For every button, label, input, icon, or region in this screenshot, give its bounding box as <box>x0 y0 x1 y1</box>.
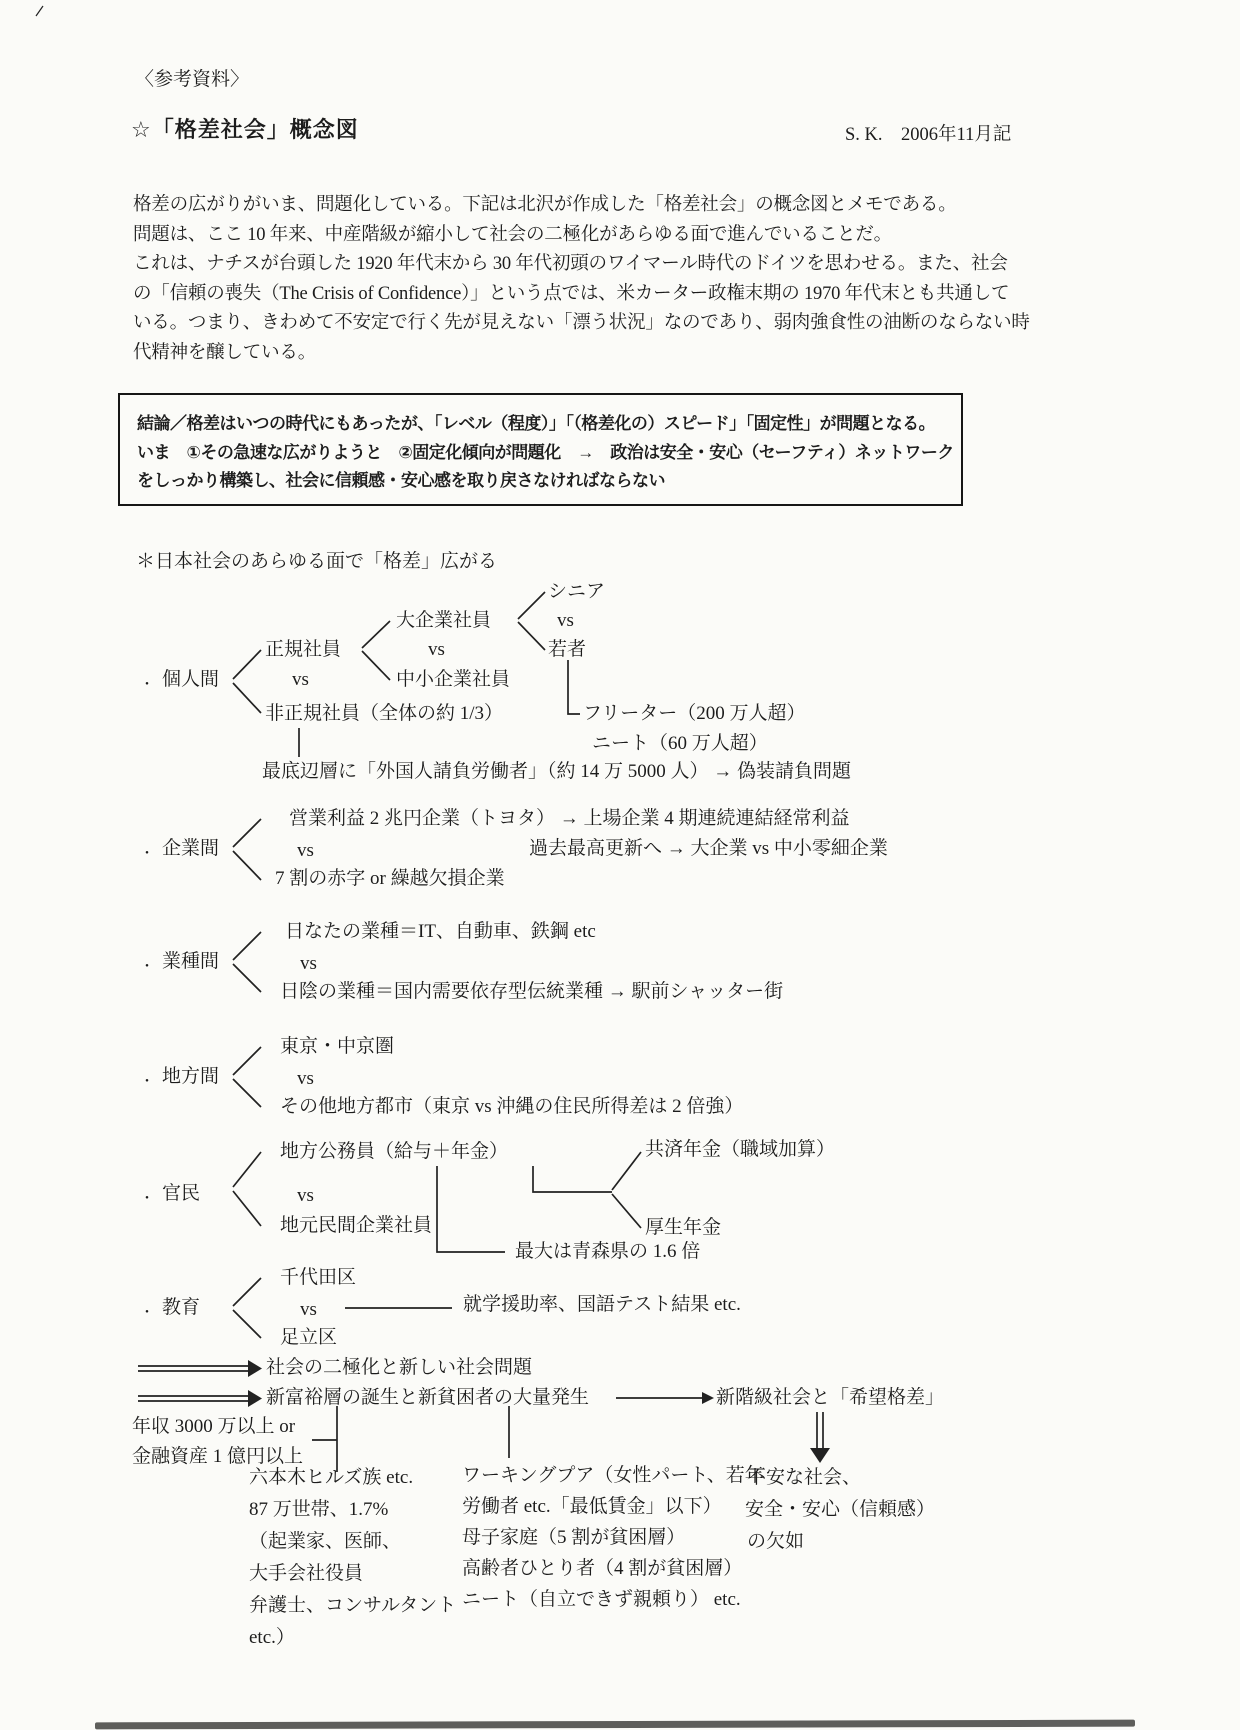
pension-branch-lines <box>612 1152 641 1228</box>
corporate-branch-lines <box>233 819 261 880</box>
aomori-connector-line <box>437 1166 505 1252</box>
label-non-regular: 非正規社員（全体の約 1/3） <box>265 703 504 724</box>
reference-note: 〈参考資料〉 <box>135 69 250 90</box>
conclusion-line: いま ①その急速な広がりようと ②固定化傾向が問題化 → 政治は安全・安心（セーフティ）ネットワーク <box>137 442 954 462</box>
conclusion-line: をしっかり構築し、社会に信頼感・安心感を取り戻さなければならない <box>137 471 665 490</box>
category-education: 教育 <box>162 1297 201 1318</box>
intro-line: いる。つまり、きわめて不安定で行く先が見えない「漂う状況」なのであり、弱肉強食性の油断のならない時 <box>133 313 1030 333</box>
anxiety-arrow-head <box>810 1448 830 1463</box>
label-regular-employee: 正規社員 <box>265 639 342 660</box>
sector-branch-lines <box>233 932 261 992</box>
bullet-sector: ・ <box>140 960 154 975</box>
new-class-arrow-head <box>702 1392 714 1404</box>
label-mutual-pension: 共済年金（職域加算） <box>645 1139 836 1160</box>
label-sunny-sectors: 日なたの業種＝IT、自動車、鉄鋼 etc <box>285 921 596 942</box>
vs-regional: vs <box>297 1068 314 1089</box>
rich-column-line: etc.） <box>249 1627 295 1648</box>
label-new-rich-poor: 新富裕層の誕生と新貧困者の大量発生 <box>266 1387 590 1408</box>
label-deficit-firms: 7 割の赤字 or 繰越欠損企業 <box>275 868 505 889</box>
bullet-education: ・ <box>140 1306 154 1321</box>
poor-column-line: 母子家庭（5 割が貧困層） <box>462 1527 686 1548</box>
label-neet: ニート（60 万人超） <box>592 733 768 754</box>
regular-branch-lines <box>362 621 390 680</box>
diagram-heading: ＊日本社会のあらゆる面で「格差」広がる <box>136 551 498 572</box>
personal-branch-lines <box>233 650 261 713</box>
label-youth: 若者 <box>548 639 587 660</box>
regional-branch-lines <box>233 1047 261 1107</box>
large-corp-branch-lines <box>518 592 545 650</box>
vs-regular-nonregular: vs <box>292 669 309 690</box>
intro-paragraph <box>133 191 1030 368</box>
anxiety-column-line: の欠如 <box>747 1531 805 1552</box>
bullet-personal: ・ <box>140 678 154 693</box>
conclusion-line: 結論／格差はいつの時代にもあったが、「レベル（程度）」「（格差化の）スピード」「固定性」が問題となる。 <box>137 414 936 433</box>
scan-edge-artifact <box>95 1720 1135 1730</box>
label-education-note: 就学援助率、国語テスト結果 etc. <box>463 1294 741 1315</box>
income-bracket-lines <box>312 1406 337 1472</box>
poor-column-line: 労働者 etc.「最低賃金」以下） <box>462 1496 722 1517</box>
rich-column-line: 87 万世帯、1.7% <box>249 1499 389 1520</box>
label-bottom-layer: 最底辺層に「外国人請負労働者」（約 14 万 5000 人） → 偽装請負問題 <box>262 761 852 782</box>
intro-line: 格差の広がりがいま、問題化している。下記は北沢が作成した「格差社会」の概念図とメモである。 <box>133 195 957 215</box>
label-income-threshold-1: 年収 3000 万以上 or <box>132 1416 296 1437</box>
label-local-civil-servant: 地方公務員（給与＋年金） <box>280 1141 509 1162</box>
vs-sector: vs <box>300 953 317 974</box>
bullet-corporate: ・ <box>140 847 154 862</box>
poor-column-line: ワーキングプア（女性パート、若年 <box>462 1465 764 1486</box>
label-small-corp: 中小企業社員 <box>396 669 511 690</box>
label-chiyoda: 千代田区 <box>280 1267 357 1288</box>
public-private-branch-lines <box>233 1152 261 1226</box>
poor-column-line: ニート（自立できず親頼り） etc. <box>462 1589 741 1610</box>
page-title: ☆「格差社会」概念図 <box>131 117 359 142</box>
label-toyota-profit: 営業利益 2 兆円企業（トヨタ） → 上場企業 4 期連続連結経常利益 <box>289 808 850 829</box>
bullet-regional: ・ <box>140 1075 154 1090</box>
rich-column-line: 六本木ヒルズ族 etc. <box>249 1467 414 1488</box>
category-public-private: 官民 <box>162 1183 201 1204</box>
rich-column-line: 大手会社役員 <box>249 1563 364 1584</box>
author-date: S. K. 2006年11月記 <box>845 125 1012 145</box>
intro-line: 代精神を醸している。 <box>133 342 317 363</box>
category-corporate: 企業間 <box>162 838 220 859</box>
category-sector: 業種間 <box>162 951 220 972</box>
new-rich-arrow-shaft <box>138 1396 248 1401</box>
label-welfare-pension: 厚生年金 <box>645 1217 722 1238</box>
new-rich-arrow-head <box>248 1390 262 1407</box>
intro-line: の「信頼の喪失（The Crisis of Confidence）」という点では、米カーター政権末期の 1970 年代末とも共通して <box>133 283 1010 304</box>
vs-public-private: vs <box>297 1185 314 1206</box>
anxiety-arrow-shaft <box>817 1412 823 1448</box>
vs-education: vs <box>300 1299 317 1320</box>
vs-senior-youth: vs <box>557 610 574 631</box>
label-record-profit: 過去最高更新へ → 大企業 vs 中小零細企業 <box>529 838 888 859</box>
bullet-public-private: ・ <box>140 1192 154 1207</box>
label-large-corp: 大企業社員 <box>396 610 492 631</box>
anxiety-column-line: 安全・安心（信頼感） <box>745 1499 936 1520</box>
category-regional: 地方間 <box>162 1066 220 1087</box>
label-other-regions: その他地方都市（東京 vs 沖縄の住民所得差は 2 倍強） <box>280 1096 744 1117</box>
youth-connector-line <box>568 660 580 714</box>
anxiety-column-line: 不安な社会、 <box>747 1467 862 1488</box>
label-local-private-employee: 地元民間企業社員 <box>280 1215 433 1236</box>
label-senior: シニア <box>548 581 606 602</box>
polarization-arrow-head <box>248 1360 262 1377</box>
vs-large-small-corp: vs <box>428 639 445 660</box>
label-tokyo-chukyo: 東京・中京圏 <box>280 1036 395 1057</box>
label-aomori-note: 最大は青森県の 1.6 倍 <box>515 1241 701 1262</box>
intro-line: これは、ナチスが台頭した 1920 年代末から 30 年代初頭のワイマール時代のドイツを思わせる。また、社会 <box>133 254 1008 274</box>
label-shade-sectors: 日陰の業種＝国内需要依存型伝統業種 → 駅前シャッター街 <box>280 981 784 1002</box>
vs-corporate: vs <box>297 840 314 861</box>
scan-speck <box>36 6 43 16</box>
rich-column-line: （起業家、医師、 <box>249 1531 402 1552</box>
rich-column-line: 弁護士、コンサルタント <box>249 1595 457 1616</box>
label-new-class-society: 新階級社会と「希望格差」 <box>716 1387 945 1408</box>
intro-line: 問題は、ここ 10 年来、中産階級が縮小して社会の二極化があらゆる面で進んでいることだ。 <box>133 224 892 245</box>
label-adachi: 足立区 <box>280 1327 338 1348</box>
pension-stem-line <box>533 1166 612 1192</box>
conclusion-box <box>118 393 963 506</box>
poor-column-line: 高齢者ひとり者（4 割が貧困層） <box>462 1558 743 1579</box>
conclusion-text <box>120 395 961 496</box>
label-polarization: 社会の二極化と新しい社会問題 <box>266 1357 533 1378</box>
label-income-threshold-2: 金融資産 1 億円以上 <box>132 1446 304 1467</box>
category-personal: 個人間 <box>162 669 220 690</box>
polarization-arrow-shaft <box>138 1366 248 1371</box>
education-branch-lines <box>233 1278 261 1338</box>
label-freeter: フリーター（200 万人超） <box>583 703 806 724</box>
